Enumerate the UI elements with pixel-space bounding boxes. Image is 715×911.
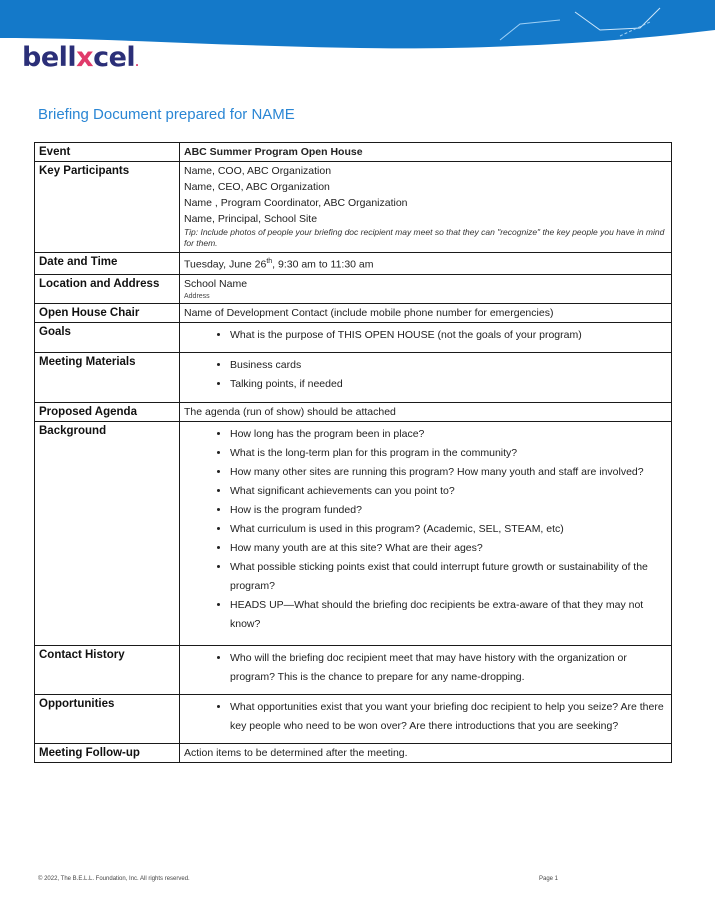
row-label-contact: Contact History xyxy=(35,645,180,694)
school-address: Address xyxy=(184,292,210,300)
bellxcel-logo xyxy=(22,44,138,71)
date-suffix: th xyxy=(266,258,273,265)
row-label-followup: Meeting Follow-up xyxy=(35,743,180,762)
goals-cell xyxy=(180,322,672,352)
footer-page-number: Page 1 xyxy=(539,876,559,882)
list-item: • What is the long-term plan for this program in the community? xyxy=(230,444,667,463)
contact-cell xyxy=(180,645,672,694)
opportunities-cell xyxy=(180,694,672,743)
table-row xyxy=(35,162,672,253)
row-label-chair: Open House Chair xyxy=(35,303,180,322)
list-item: • What significant achievements can you point to? xyxy=(230,482,667,501)
materials-list xyxy=(184,356,667,394)
logo-text-part: x xyxy=(76,42,94,73)
list-item: • How is the program funded? xyxy=(230,501,667,520)
date-day: Tuesday, June 26 xyxy=(184,258,267,271)
date-time: , 9:30 am to 11:30 am xyxy=(272,258,374,271)
row-label-date: Date and Time xyxy=(35,253,180,275)
list-item: • HEADS UP—What should the briefing doc recipients be extra-aware of that they may not know? xyxy=(230,596,667,634)
participant-name: Name, COO, ABC Organization xyxy=(184,165,332,177)
table-row xyxy=(35,322,672,352)
logo-text-part: cel xyxy=(93,42,136,73)
table-row xyxy=(35,694,672,743)
logo-text-part: bell xyxy=(22,42,77,73)
row-label-background: Background xyxy=(35,421,180,645)
list-item: • Talking points, if needed xyxy=(230,375,667,394)
participants-tip: Tip: Include photos of people your briefing doc recipient may meet so that they can "recognize" the key people you have in mind for them. xyxy=(184,227,665,248)
table-row xyxy=(35,303,672,322)
list-item: • What possible sticking points exist that could interrupt future growth or sustainability of the program? xyxy=(230,558,667,596)
list-item: • What is the purpose of THIS OPEN HOUSE (not the goals of your program) xyxy=(230,326,667,345)
location-cell xyxy=(180,274,672,303)
contact-list xyxy=(184,649,667,687)
list-item: • How many other sites are running this program? How many youth and staff are involved? xyxy=(230,463,667,482)
table-row xyxy=(35,645,672,694)
participant-name: Name, CEO, ABC Organization xyxy=(184,181,330,193)
goals-list xyxy=(184,326,667,345)
table-row xyxy=(35,743,672,762)
table-row xyxy=(35,253,672,275)
table-row xyxy=(35,421,672,645)
participant-name: Name , Program Coordinator, ABC Organization xyxy=(184,197,408,209)
agenda-value: The agenda (run of show) should be attached xyxy=(180,402,672,421)
list-item: • What curriculum is used in this program? (Academic, SEL, STEAM, etc) xyxy=(230,520,667,539)
opportunities-list xyxy=(184,698,667,736)
row-label-event: Event xyxy=(35,143,180,162)
chair-value: Name of Development Contact (include mobile phone number for emergencies) xyxy=(180,303,672,322)
table-row xyxy=(35,143,672,162)
row-label-location: Location and Address xyxy=(35,274,180,303)
background-list xyxy=(184,425,667,634)
row-label-materials: Meeting Materials xyxy=(35,352,180,402)
document-title: Briefing Document prepared for NAME xyxy=(38,106,295,123)
briefing-table xyxy=(34,142,672,763)
table-row xyxy=(35,274,672,303)
list-item: • How long has the program been in place? xyxy=(230,425,667,444)
participant-name: Name, Principal, School Site xyxy=(184,213,318,225)
row-label-agenda: Proposed Agenda xyxy=(35,402,180,421)
list-item: • What opportunities exist that you want your briefing doc recipient to help you seize? Are there key people who need to be won over? Are there introductions that you are seeking? xyxy=(230,698,667,736)
followup-value: Action items to be determined after the meeting. xyxy=(180,743,672,762)
list-item: • Who will the briefing doc recipient meet that may have history with the organization or program? This is the chance to prepare for any name-dropping. xyxy=(230,649,667,687)
row-label-participants: Key Participants xyxy=(35,162,180,253)
logo-dot: . xyxy=(135,58,139,69)
table-row xyxy=(35,352,672,402)
row-label-opportunities: Opportunities xyxy=(35,694,180,743)
date-value xyxy=(180,253,672,275)
row-label-goals: Goals xyxy=(35,322,180,352)
list-item: • Business cards xyxy=(230,356,667,375)
table-row xyxy=(35,402,672,421)
school-name: School Name xyxy=(184,277,248,290)
background-cell xyxy=(180,421,672,645)
participants-cell xyxy=(180,162,672,253)
materials-cell xyxy=(180,352,672,402)
footer-copyright: © 2022, The B.E.L.L. Foundation, Inc. All rights reserved. xyxy=(38,876,190,882)
event-value: ABC Summer Program Open House xyxy=(180,143,672,162)
list-item: • How many youth are at this site? What are their ages? xyxy=(230,539,667,558)
